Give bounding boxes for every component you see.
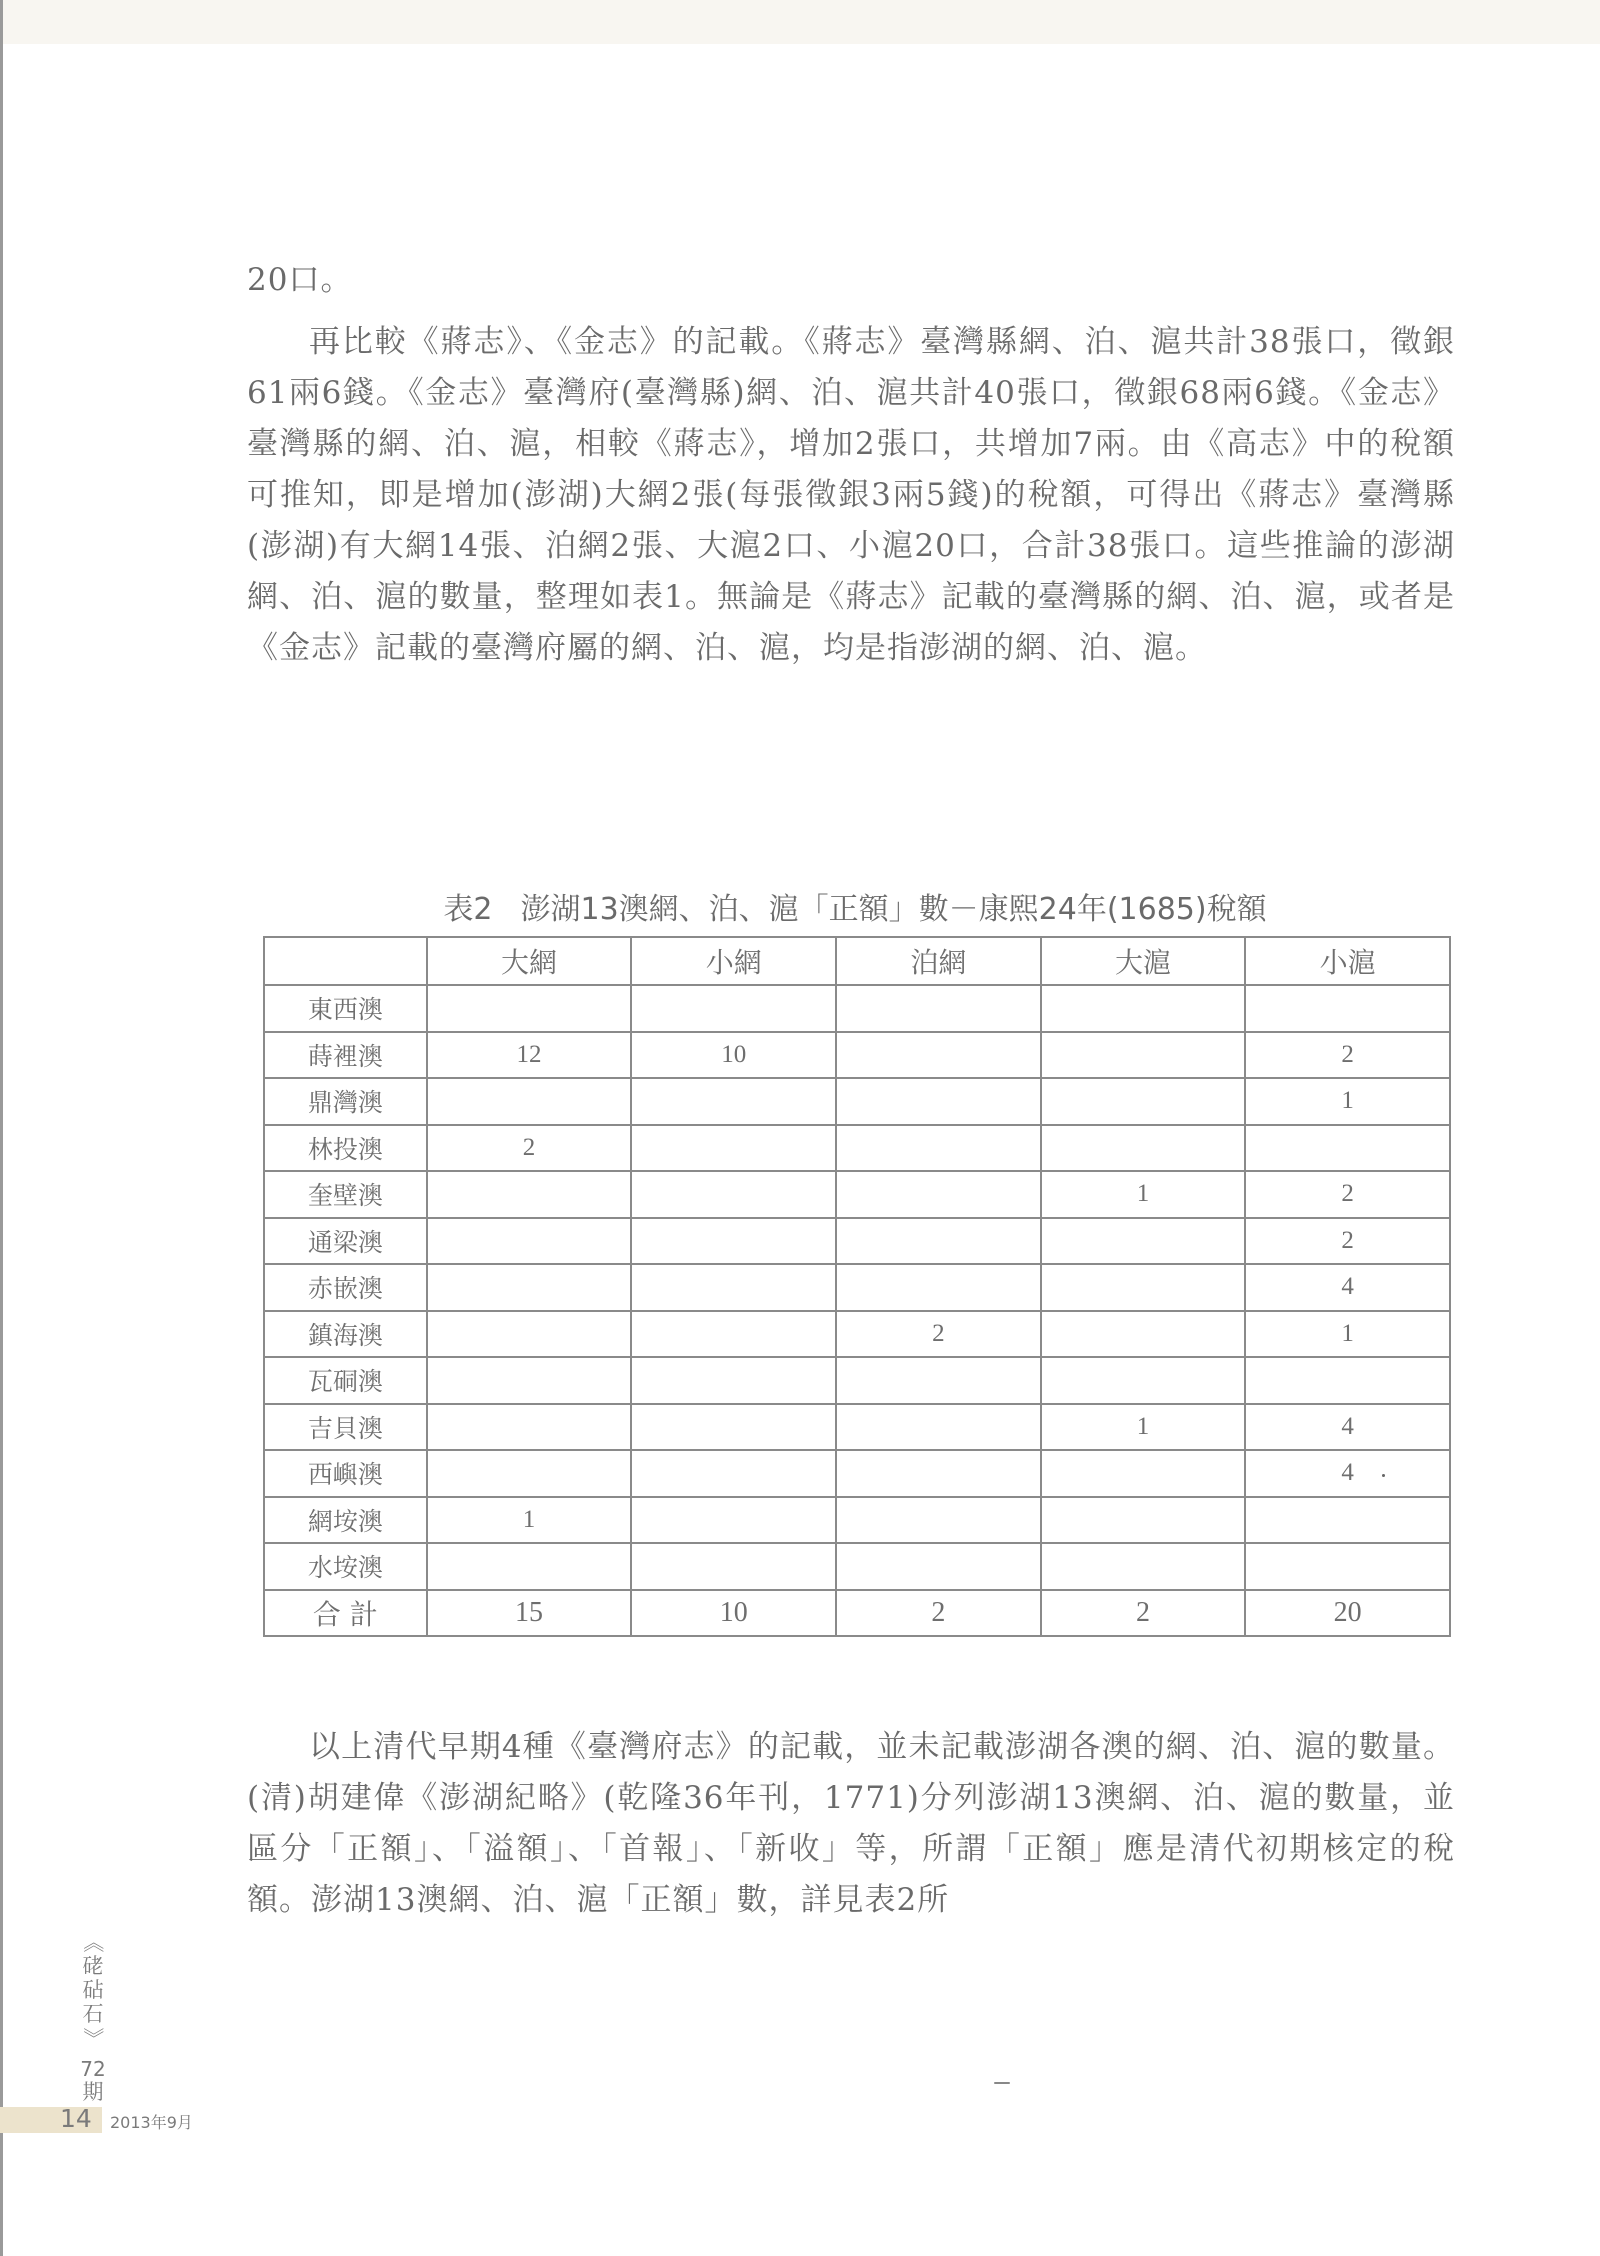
scan-top-band [0,0,1600,44]
cell-small-weir: 20 [1245,1590,1450,1637]
cell-anchor-net [836,985,1041,1032]
journal-title-open-bracket: 《 [81,1931,105,1953]
cell-anchor-net [836,1171,1041,1218]
cell-small-net [631,985,836,1032]
cell-large-net [427,1357,632,1404]
total-label: 合 計 [264,1590,427,1637]
column-header-anchor-net: 泊網 [836,937,1041,985]
table-number: 表2 [443,892,493,927]
journal-title-close-bracket: 》 [81,2027,105,2049]
column-header-small-weir: 小滬 [1245,937,1450,985]
cell-anchor-net [836,1497,1041,1544]
table-row [264,1078,1450,1125]
cell-small-weir [1245,985,1450,1032]
cell-anchor-net: 2 [836,1311,1041,1358]
issue-number: 72 [80,2057,106,2081]
cell-small-weir: 1 [1245,1078,1450,1125]
cell-large-weir [1041,1125,1246,1172]
column-header-large-net: 大網 [427,937,632,985]
cell-large-net [427,1171,632,1218]
paragraph-2: 再比較《蔣志》、《金志》的記載。《蔣志》臺灣縣網、泊、滬共計38張口，徵銀61兩6錢。《金志》臺灣府(臺灣縣)網、泊、滬共計40張口，徵銀68兩6錢。《金志》臺灣縣的網、泊、滬，相較《蔣志》，增加2張口，共增加7兩。由《高志》中的稅額可推知，即是增加(澎湖)大網2張(每張徵銀3兩5錢)的稅額，可得出《蔣志》臺灣縣(澎湖)有大網14張、泊網2張、大滬2口、小滬20口，合計38張口。這些推論的澎湖網、泊、滬的數量，整理如表1。無論是《蔣志》記載的臺灣縣的網、泊、滬，或者是《金志》記載的臺灣府屬的網、泊、滬，均是指澎湖的網、泊、滬。 [247,324,1455,666]
cell-large-net: 15 [427,1590,632,1637]
row-label-harbor: 鎮海澳 [264,1311,427,1358]
table-row [264,985,1450,1032]
table-body [264,985,1450,1636]
publication-date: 2013年9月 [110,2113,193,2132]
row-label-harbor: 水垵澳 [264,1543,427,1590]
cell-small-net [631,1264,836,1311]
row-label-harbor: 鼎灣澳 [264,1078,427,1125]
table-row [264,1171,1450,1218]
cell-small-net: 10 [631,1032,836,1079]
cell-large-net [427,1543,632,1590]
cell-large-net: 2 [427,1125,632,1172]
cell-small-weir [1245,1543,1450,1590]
cell-small-net [631,1543,836,1590]
cell-large-net [427,985,632,1032]
journal-sidebar [78,1930,108,2104]
cell-small-weir [1245,1125,1450,1172]
cell-large-weir [1041,1357,1246,1404]
table-row [264,1125,1450,1172]
cell-large-weir [1041,985,1246,1032]
column-header-small-net: 小網 [631,937,836,985]
cell-small-net [631,1357,836,1404]
scan-speck [994,2082,1010,2084]
cell-large-weir [1041,1264,1246,1311]
row-label-harbor: 林投澳 [264,1125,427,1172]
row-label-harbor: 網垵澳 [264,1497,427,1544]
cell-large-net [427,1218,632,1265]
body-text-after-table [247,1722,1455,1926]
cell-large-net: 1 [427,1497,632,1544]
cell-small-weir [1245,1357,1450,1404]
table-total-row [264,1590,1450,1637]
cell-large-net [427,1078,632,1125]
cell-small-weir: 4 [1245,1264,1450,1311]
cell-anchor-net [836,1357,1041,1404]
column-header-blank [264,937,427,985]
row-label-harbor: 通梁澳 [264,1218,427,1265]
cell-small-net [631,1125,836,1172]
page-left-edge [0,0,3,2256]
table-header-row [264,937,1450,985]
cell-anchor-net [836,1404,1041,1451]
cell-small-weir: 2 [1245,1171,1450,1218]
table-title-text: 澎湖13澳網、泊、滬「正額」數－康熙24年(1685)稅額 [520,892,1267,927]
cell-small-weir: 4 [1245,1404,1450,1451]
table-caption [250,884,1460,928]
cell-large-net: 12 [427,1032,632,1079]
body-text-before-table [247,255,1455,674]
page-number: 14 [60,2104,92,2133]
cell-small-weir: 1 [1245,1311,1450,1358]
cell-large-weir: 1 [1041,1404,1246,1451]
row-label-harbor: 瓦硐澳 [264,1357,427,1404]
cell-anchor-net: 2 [836,1590,1041,1637]
cell-large-weir [1041,1543,1246,1590]
cell-large-weir: 1 [1041,1171,1246,1218]
cell-small-net [631,1311,836,1358]
table-row [264,1497,1450,1544]
cell-small-net [631,1078,836,1125]
table-row [264,1357,1450,1404]
issue-label: 期 [82,2080,104,2104]
cell-small-net [631,1404,836,1451]
cell-anchor-net [836,1543,1041,1590]
column-header-large-weir: 大滬 [1041,937,1246,985]
row-label-harbor: 西嶼澳 [264,1450,427,1497]
cell-small-net [631,1171,836,1218]
row-label-harbor: 奎壁澳 [264,1171,427,1218]
cell-large-weir: 2 [1041,1590,1246,1637]
cell-small-net [631,1218,836,1265]
cell-anchor-net [836,1264,1041,1311]
cell-small-net [631,1450,836,1497]
table-row [264,1218,1450,1265]
table-row [264,1311,1450,1358]
cell-small-weir: 2 [1245,1032,1450,1079]
cell-small-net: 10 [631,1590,836,1637]
cell-large-weir [1041,1450,1246,1497]
cell-small-net [631,1497,836,1544]
journal-title-char: 砧 [82,1978,104,2002]
cell-anchor-net [836,1032,1041,1079]
row-label-harbor: 東西澳 [264,985,427,1032]
scan-speck [1382,1474,1385,1477]
cell-anchor-net [836,1125,1041,1172]
table-row [264,1404,1450,1451]
cell-small-weir [1245,1497,1450,1544]
cell-large-net [427,1450,632,1497]
cell-large-net [427,1311,632,1358]
table-row [264,1543,1450,1590]
cell-anchor-net [836,1450,1041,1497]
row-label-harbor: 蒔裡澳 [264,1032,427,1079]
row-label-harbor: 吉貝澳 [264,1404,427,1451]
cell-large-net [427,1404,632,1451]
paragraph-3: 以上清代早期4種《臺灣府志》的記載，並未記載澎湖各澳的網、泊、滬的數量。(清)胡建偉《澎湖紀略》(乾隆36年刊，1771)分列澎湖13澳網、泊、滬的數量，並區分「正額」、「溢額」、「首報」、「新收」等，所謂「正額」應是清代初期核定的稅額。澎湖13澳網、泊、滬「正額」數，詳見表2所 [247,1729,1455,1918]
cell-large-weir [1041,1032,1246,1079]
net-weir-quota-table [263,936,1451,1637]
cell-large-weir [1041,1311,1246,1358]
cell-large-weir [1041,1078,1246,1125]
table-row [264,1032,1450,1079]
journal-title-char: 硓 [82,1954,104,1978]
paragraph-1: 20口。 [247,262,353,298]
table-row [264,1450,1450,1497]
cell-small-weir: 2 [1245,1218,1450,1265]
cell-anchor-net [836,1078,1041,1125]
cell-anchor-net [836,1218,1041,1265]
cell-large-weir [1041,1497,1246,1544]
cell-small-weir: 4 [1245,1450,1450,1497]
journal-title-char: 石 [82,2002,104,2026]
table-row [264,1264,1450,1311]
row-label-harbor: 赤嵌澳 [264,1264,427,1311]
cell-large-weir [1041,1218,1246,1265]
cell-large-net [427,1264,632,1311]
